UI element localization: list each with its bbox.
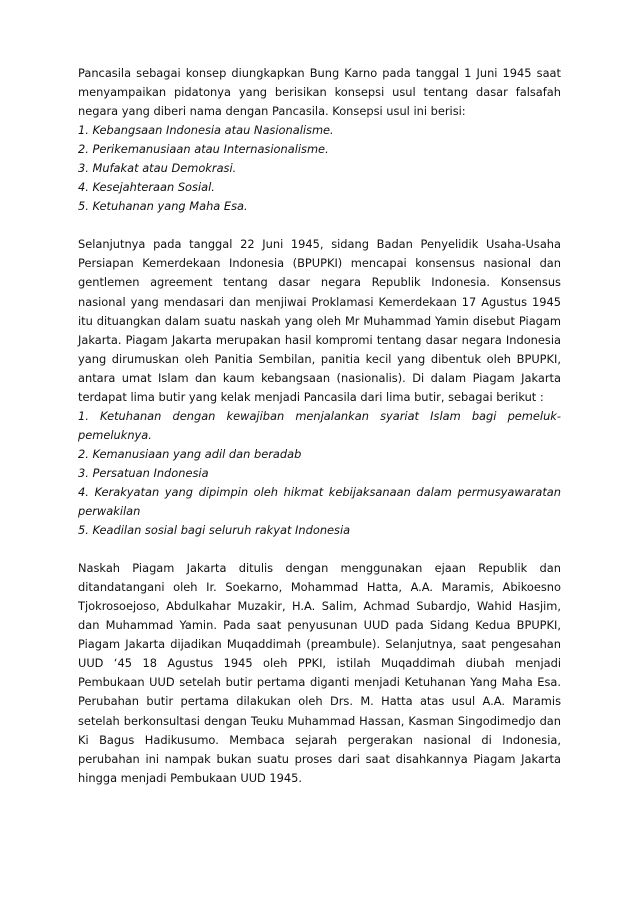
paragraph-naskah: Naskah Piagam Jakarta ditulis dengan menggunakan ejaan Republik dan ditandatangani oleh Ir. Soekarno, Mohammad Hatta, A.A. Maramis, Abikoesno Tjokrosoejoso, Abdulkahar Muzakir, H.A. Salim, Achmad Subardjo, Wahid Hasjim, dan Muhammad Yamin. Pada saat penyusunan UUD pada Sidang Kedua BPUPKI, Piagam Jakarta dijadikan Muqaddimah (preambule). Selanjutnya, saat pengesahan UUD ‘45 18 Agustus 1945 oleh PPKI, istilah Muqaddimah diubah menjadi Pembukaan UUD setelah butir pertama diganti menjadi Ketuhanan Yang Maha Esa. Perubahan butir pertama dilakukan oleh Drs. M. Hatta atas usul A.A. Maramis setelah berkonsultasi dengan Teuku Muhammad Hassan, Kasman Singodimedjo dan Ki Bagus Hadikusumo. Membaca sejarah pergerakan nasional di Indonesia, perubahan ini nampak bukan suatu proses dari saat disahkannya Piagam Jakarta hingga menjadi Pembukaan UUD 1945.: [78, 561, 561, 785]
paragraph-spacer: [78, 540, 561, 559]
list-item: 3. Persatuan Indonesia: [78, 465, 209, 480]
paragraph-intro-2: Selanjutnya pada tanggal 22 Juni 1945, sidang Badan Penyelidik Usaha-Usaha Persiapan Kemerdekaan Indonesia (BPUPKI) mencapai konsensus nasional dan gentlemen agreement tentang dasar negara Republik Indonesia. Konsensus nasional yang mendasari dan menjiwai Proklamasi Kemerdekaan 17 Agustus 1945 itu dituangkan dalam suatu naskah yang oleh Mr Muhammad Yamin disebut Piagam Jakarta. Piagam Jakarta merupakan hasil kompromi tentang dasar negara Indonesia yang dirumuskan oleh Panitia Sembilan, panitia kecil yang dibentuk oleh BPUPKI, antara umat Islam dan kaum kebangsaan (nasionalis). Di dalam Piagam Jakarta terdapat lima butir yang kelak menjadi Pancasila dari lima butir, sebagai berikut :: [78, 237, 561, 404]
list-item: 3. Mufakat atau Demokrasi.: [78, 161, 237, 176]
section-naskah: [78, 559, 561, 788]
section-piagam-jakarta: [78, 235, 561, 540]
list-item: 5. Keadilan sosial bagi seluruh rakyat Indonesia: [78, 523, 351, 538]
list-piagam-items: [78, 407, 561, 540]
list-item: 2. Kemanusiaan yang adil dan beradab: [78, 446, 302, 461]
list-item: 1. Kebangsaan Indonesia atau Nasionalisme.: [78, 123, 334, 138]
list-item: 4. Kesejahteraan Sosial.: [78, 180, 215, 195]
section-pancasila-concept: [78, 64, 561, 216]
list-concept-items: [78, 121, 561, 216]
list-item: 1. Ketuhanan dengan kewajiban menjalankan syariat Islam bagi pemeluk-pemeluknya.: [78, 408, 561, 442]
document-page: [78, 64, 561, 788]
list-item: 5. Ketuhanan yang Maha Esa.: [78, 199, 248, 214]
list-item: 4. Kerakyatan yang dipimpin oleh hikmat kebijaksanaan dalam permusyawaratan perwakilan: [78, 484, 561, 519]
paragraph-intro-1: Pancasila sebagai konsep diungkapkan Bung Karno pada tanggal 1 Juni 1945 saat menyampaikan pidatonya yang berisikan konsepsi usul tentang dasar falsafah negara yang diberi nama dengan Pancasila. Konsepsi usul ini berisi:: [78, 66, 561, 119]
paragraph-spacer: [78, 216, 561, 235]
list-item: 2. Perikemanusiaan atau Internasionalisme.: [78, 142, 329, 157]
